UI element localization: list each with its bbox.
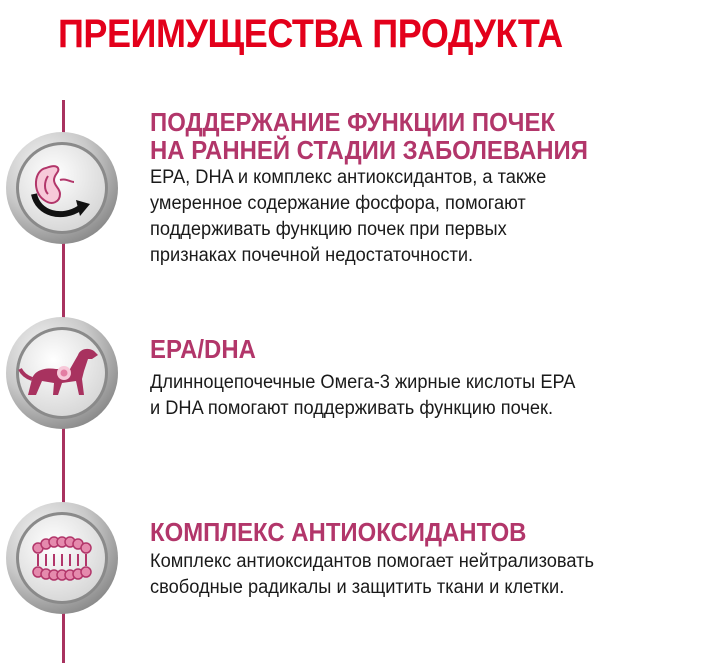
heading-line: ПОДДЕРЖАНИЕ ФУНКЦИИ ПОЧЕК [150, 107, 556, 137]
text-antioxidants [150, 549, 594, 601]
heading-line: EPA/DHA [150, 334, 256, 364]
text-kidney [150, 165, 546, 269]
heading-kidney [150, 108, 588, 164]
text-line: Длинноцепочечные Омега-3 жирные кислоты EPA [150, 372, 576, 393]
heading-line: НА РАННЕЙ СТАДИИ ЗАБОЛЕВАНИЯ [150, 135, 588, 165]
heading-antioxidants [150, 518, 526, 546]
dog-icon [4, 315, 120, 431]
text-line: EPA, DHA и комплекс антиоксидантов, а также [150, 167, 547, 188]
cells-icon [4, 500, 120, 616]
text-line: и DHA помогают поддерживать функцию почек. [150, 398, 554, 419]
text-line: Комплекс антиоксидантов помогает нейтрализовать [150, 551, 594, 572]
text-epa-dha [150, 370, 575, 422]
text-line: умеренное содержание фосфора, помогают [150, 193, 526, 214]
text-line: поддерживать функцию почек при первых [150, 219, 507, 240]
text-line: свободные радикалы и защитить ткани и клетки. [150, 577, 565, 598]
text-line: признаках почечной недостаточности. [150, 245, 474, 266]
page-title: ПРЕИМУЩЕСТВА ПРОДУКТА [58, 12, 563, 56]
heading-epa-dha [150, 335, 256, 363]
heading-line: КОМПЛЕКС АНТИОКСИДАНТОВ [150, 517, 527, 547]
kidney-icon [4, 130, 120, 246]
